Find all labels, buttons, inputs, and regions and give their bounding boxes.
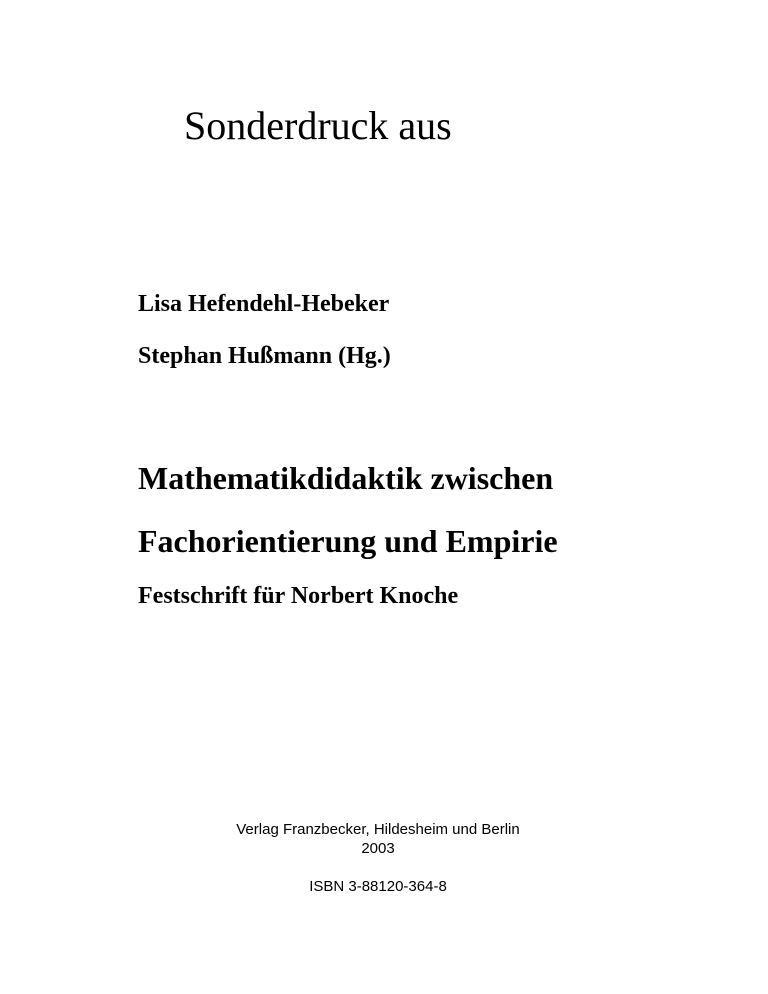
book-subtitle: Festschrift für Norbert Knoche bbox=[138, 583, 459, 609]
editor-name: Stephan Hußmann (Hg.) bbox=[138, 343, 391, 369]
isbn-line: ISBN 3-88120-364-8 bbox=[309, 878, 447, 895]
offprint-heading: Sonderdruck aus bbox=[184, 103, 452, 148]
book-title-line: Mathematikdidaktik zwischen bbox=[138, 460, 554, 496]
editor-name: Lisa Hefendehl-Hebeker bbox=[138, 291, 390, 317]
book-title-line: Fachorientierung und Empirie bbox=[138, 523, 558, 559]
publication-year: 2003 bbox=[361, 840, 395, 857]
publisher-line: Verlag Franzbecker, Hildesheim und Berlin bbox=[236, 821, 520, 838]
